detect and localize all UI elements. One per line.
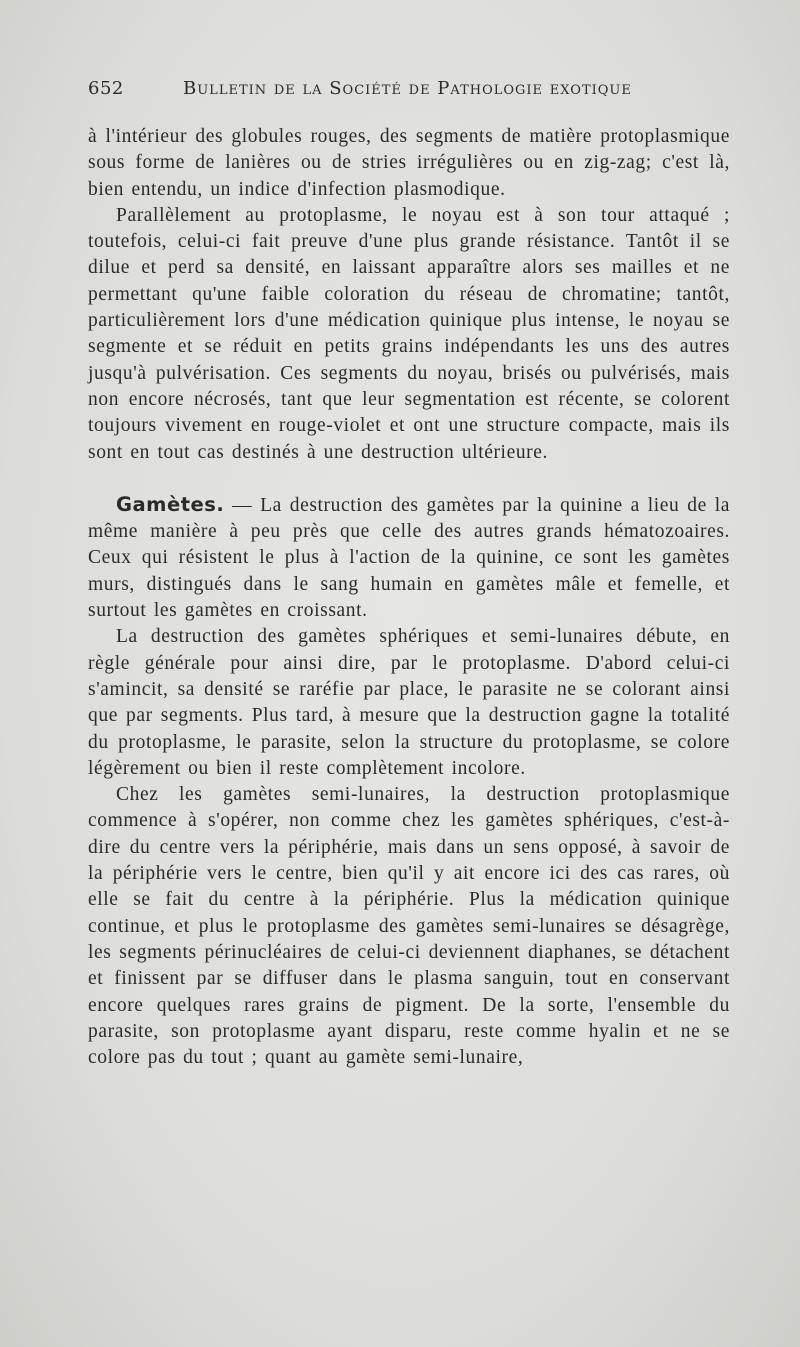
section-heading: Gamètes. [116, 492, 225, 516]
section-intro-text: — La destruction des gamètes par la quinine a lieu de la même manière à peu près que celle des autres grands hématozoaires. Ceux qui résistent le plus à l'action de la quinine, ce sont les gamètes murs, distingués dans le sang humain en gamètes mâle et femelle, et surtout les gamètes en croissant. [88, 494, 730, 622]
paragraph-continuation: à l'intérieur des globules rouges, des segments de matière protoplasmique sous forme de lanières ou de stries irrégulières ou en zig-zag; c'est là, bien entendu, un indice d'infection plasmodique. [88, 126, 730, 200]
paragraph-gametes-intro [88, 492, 730, 624]
running-title: Bulletin de la Société de Pathologie exotique [183, 78, 632, 99]
paragraph-gametes-destruction: La destruction des gamètes sphériques et semi-lunaires débute, en règle générale pour ainsi dire, par le protoplasme. D'abord celui-ci s'amincit, sa densité se raréfie par place, le parasite ne se colorant ainsi que par segments. Plus tard, à mesure que la destruction gagne la totalité du protoplasme, le parasite, selon la structure du protoplasme, se colore légèrement ou bien il reste complètement incolore. [88, 626, 730, 779]
paragraph-nucleus: Parallèlement au protoplasme, le noyau est à son tour attaqué ; toutefois, celui-ci fait preuve d'une plus grande résistance. Tantôt il se dilue et perd sa densité, en laissant apparaître alors ses mailles et ne permettant qu'une faible coloration du réseau de chromatine; tantôt, particulièrement lors d'une médication quinique plus intense, le noyau se segmente et se réduit en petits grains indépendants les uns des autres jusqu'à pulvérisation. Ces segments du noyau, brisés ou pulvérisés, mais non encore nécrosés, tant que leur segmentation est récente, se colorent toujours vivement en rouge-violet et ont une structure compacte, mais ils sont en tout cas destinés à une destruction ultérieure. [88, 204, 730, 463]
body-text [88, 124, 730, 1071]
page-number: 652 [88, 78, 124, 99]
paragraph-semilunar: Chez les gamètes semi-lunaires, la destruction protoplasmique commence à s'opérer, non comme chez les gamètes sphériques, c'est-à-dire du centre vers la périphérie, mais dans un sens opposé, à savoir de la périphérie vers le centre, bien qu'il y ait encore ici des cas rares, où elle se fait du centre à la périphérie. Plus la médication quinique continue, et plus le protoplasme des gamètes semi-lunaires se désagrège, les segments périnucléaires de celui-ci deviennent diaphanes, se détachent et finissent par se diffuser dans le plasma sanguin, tout en conservant encore quelques rares grains de pigment. De la sorte, l'ensemble du parasite, son protoplasme ayant disparu, reste comme hyalin et ne se colore pas du tout ; quant au gamète semi-lunaire, [88, 784, 730, 1069]
